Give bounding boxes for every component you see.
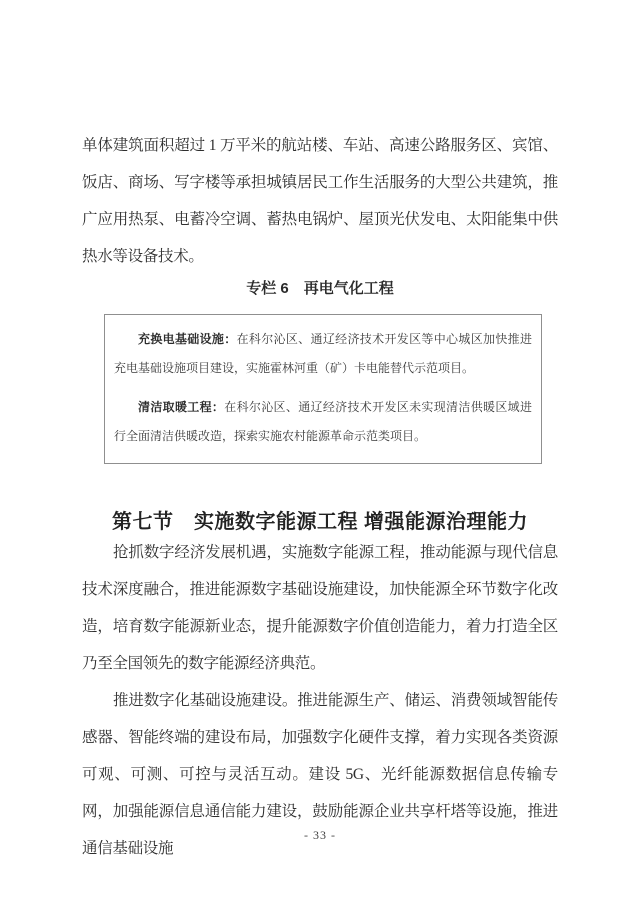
column-box xyxy=(104,314,542,464)
section-heading: 第七节 实施数字能源工程 增强能源治理能力 xyxy=(111,511,529,533)
column-box-item-text: 在科尔沁区、通辽经济技术开发区等中心城区加快推进充电基础设施项目建设，实施霍林河重（矿）卡电能替代示范项目。 xyxy=(114,332,532,375)
column-box-item-label: 充换电基础设施： xyxy=(138,332,237,346)
page-number: - 33 - xyxy=(304,828,336,842)
column-box-item xyxy=(114,325,532,383)
column-box-item-label: 清洁取暖工程： xyxy=(138,400,225,414)
section-paragraph-2: 推进数字化基础设施建设。推进能源生产、储运、消费领域智能传感器、智能终端的建设布局，加强数字化硬件支撑，着力实现各类资源可观、可测、可控与灵活互动。建设 5G、光纤能源数据信息传输专网，加强能源信息通信能力建设，鼓励能源企业共享杆塔等设施，推进通信基础设施 xyxy=(82,692,558,857)
paragraph-continuation: 单体建筑面积超过 1 万平米的航站楼、车站、高速公路服务区、宾馆、饭店、商场、写字楼等承担城镇居民工作生活服务的大型公共建筑，推广应用热泵、电蓄冷空调、蓄热电锅炉、屋顶光伏发电、太阳能集中供热水等设备技术。 xyxy=(82,137,558,265)
column-box-title: 专栏 6 再电气化工程 xyxy=(246,280,394,297)
column-box-item-text: 在科尔沁区、通辽经济技术开发区未实现清洁供暖区域进行全面清洁供暖改造，探索实施农村能源革命示范类项目。 xyxy=(114,400,532,443)
column-box-item xyxy=(114,393,532,451)
section-paragraph-1: 抢抓数字经济发展机遇，实施数字能源工程，推动能源与现代信息技术深度融合，推进能源数字基础设施建设，加快能源全环节数字化改造，培育数字能源新业态，提升能源数字价值创造能力，着力打造全区乃至全国领先的数字能源经济典范。 xyxy=(82,544,558,672)
